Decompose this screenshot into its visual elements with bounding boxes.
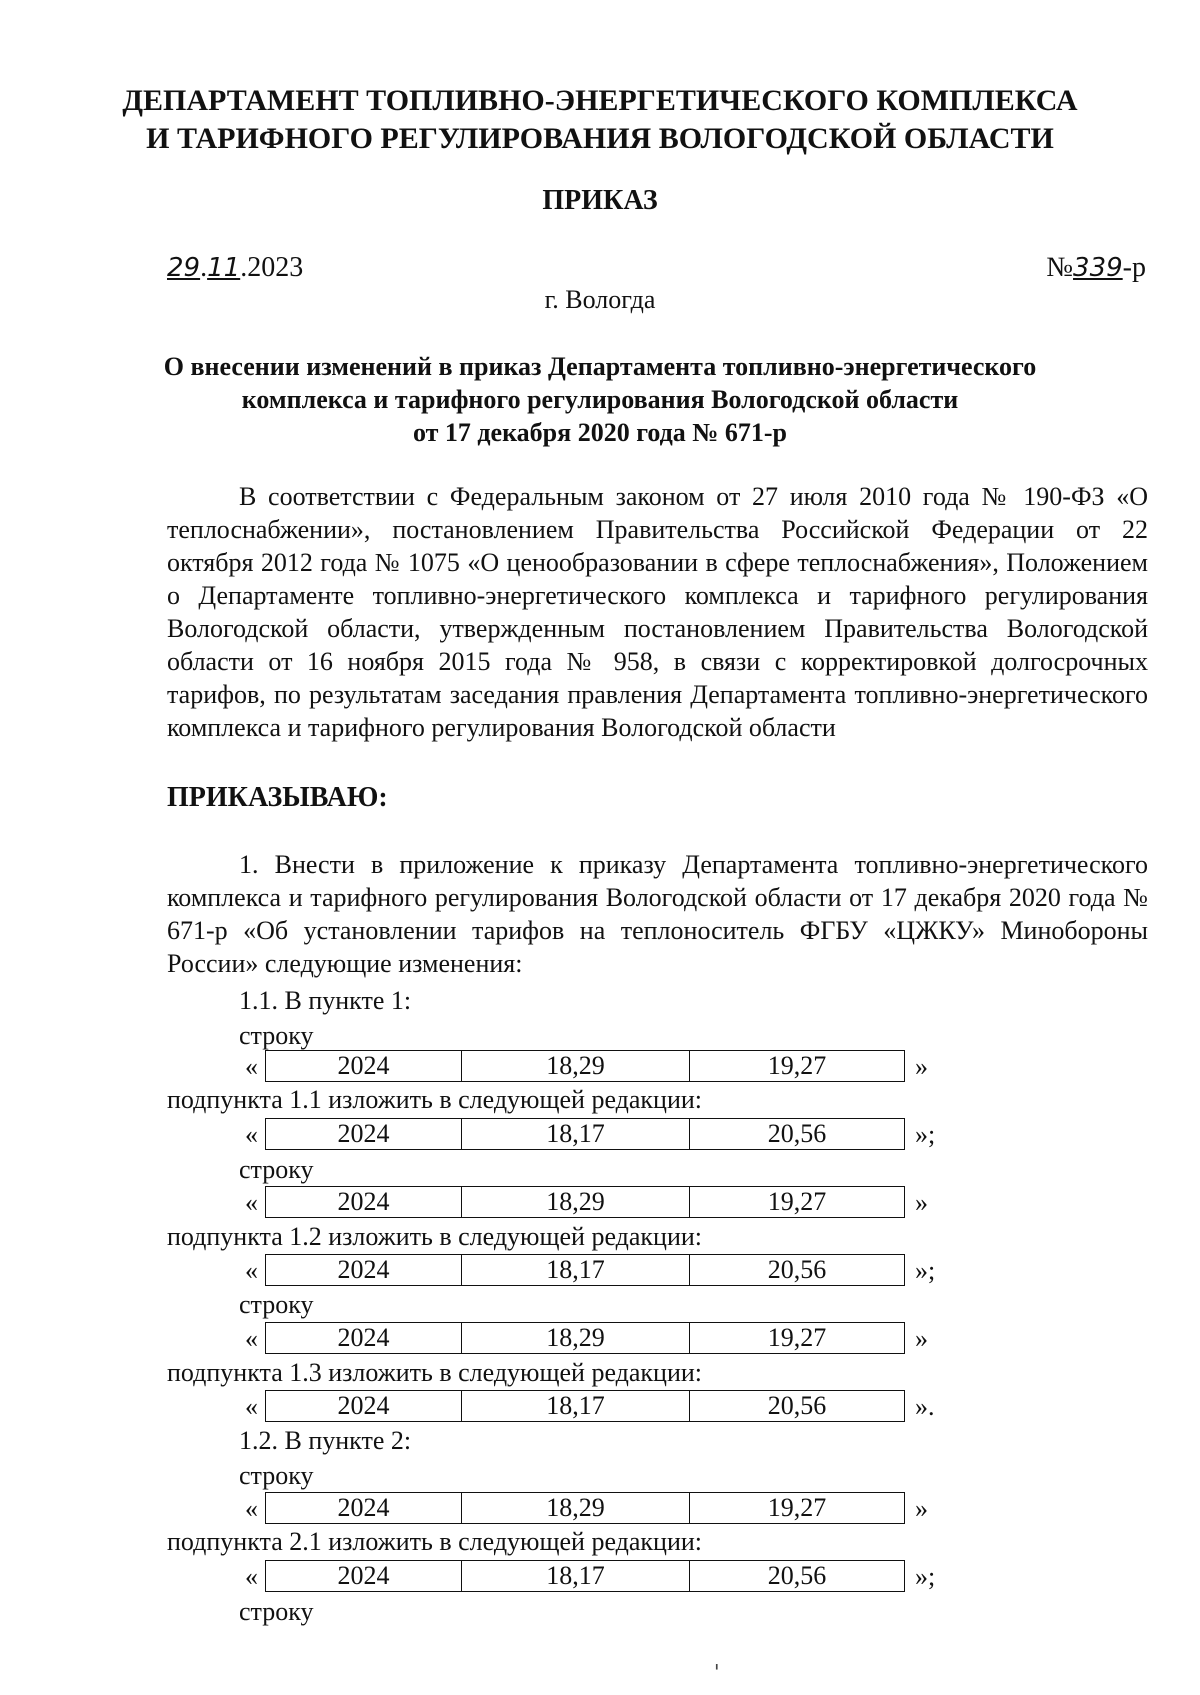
label-line: строку [239, 1290, 314, 1319]
label-sub-2-1: подпункта 2.1 изложить в следующей редакции: [167, 1527, 703, 1556]
table-row-new: 2024 18,17 20,56 [265, 1254, 905, 1286]
number-value: 339 [1073, 253, 1123, 283]
table-row-old: 2024 18,29 19,27 [265, 1186, 905, 1218]
department-heading [0, 82, 1200, 158]
table-row-old: 2024 18,29 19,27 [265, 1322, 905, 1354]
table-row-old: 2024 18,29 19,27 [265, 1050, 905, 1082]
city: г. Вологда [544, 285, 656, 314]
item-1-2: 1.2. В пункте 2: [239, 1426, 412, 1455]
department-line-2: И ТАРИФНОГО РЕГУЛИРОВАНИЯ ВОЛОГОДСКОЙ ОБЛАСТИ [146, 122, 1054, 155]
item-1-paragraph: 1. Внести в приложение к приказу Департамента топливно-энергетического комплекса и тарифного регулирования Вологодской области от 17 декабря 2020 года № 671-р «Об установлении тарифов на теплоноситель ФГБУ «ЦЖКУ» Минобороны России» следующие изменения: [167, 850, 1148, 978]
date-year: .2023 [240, 252, 304, 283]
table-row-new: 2024 18,17 20,56 [265, 1118, 905, 1150]
table-row-old: 2024 18,29 19,27 [265, 1492, 905, 1524]
label-line: строку [239, 1021, 314, 1050]
document-number: №339-р [1046, 252, 1146, 283]
label-sub-1-2: подпункта 1.2 изложить в следующей редакции: [167, 1222, 703, 1251]
item-1-1: 1.1. В пункте 1: [239, 986, 412, 1015]
label-sub-1-3: подпункта 1.3 изложить в следующей редакции: [167, 1358, 703, 1387]
stray-mark: ' [714, 1660, 720, 1684]
label-line: строку [239, 1461, 314, 1490]
date-month: 11 [207, 253, 241, 283]
label-line: строку [239, 1597, 314, 1626]
preamble-paragraph: В соответствии с Федеральным законом от 27 июля 2010 года № 190-ФЗ «О теплоснабжении», постановлением Правительства Российской Федерации от 22 октября 2012 года № 1075 «О ценообразовании в сфере теплоснабжения», Положением о Департаменте топливно-энергетического комплекса и тарифного регулирования Вологодской области, утвержденным постановлением Правительства Вологодской области от 16 ноября 2015 года № 958, в связи с корректировкой долгосрочных тарифов, по результатам заседания правления Департамента топливно-энергетического комплекса и тарифного регулирования Вологодской области [167, 482, 1148, 742]
document-subject: О внесении изменений в приказ Департамента топливно-энергетического комплекса и тарифного регулирования Вологодской области от 17 декабря 2020 года № 671-р [163, 352, 1037, 447]
document-date: 29.11.2023 [167, 252, 304, 283]
label-line: строку [239, 1155, 314, 1184]
document-type: ПРИКАЗ [542, 185, 658, 216]
order-word: ПРИКАЗЫВАЮ: [167, 782, 388, 813]
table-row-new: 2024 18,17 20,56 [265, 1560, 905, 1592]
document-page: ДЕПАРТАМЕНТ ТОПЛИВНО-ЭНЕРГЕТИЧЕСКОГО КОМПЛЕКСА И ТАРИФНОГО РЕГУЛИРОВАНИЯ ВОЛОГОДСКОЙ ОБЛАСТИ ПРИКАЗ 29.11.2023 №339-р г. Вологда О внесении изменений в приказ Департамента топливно-энергетического комплекса и тарифного регулирования Вологодской области от 17 декабря 2020 года № 671-р В соответствии с Федеральным законом от 27 июля 2010 года № 190-ФЗ «О теплоснабжении», постановлением Правительства Российской Федерации от 22 октября 2012 года № 1075 «О ценообразовании в сфере теплоснабжения», Положением о Департаменте топливно-энергетического комплекса и тарифного регулирования Вологодской области, утвержденным постановлением Правительства Вологодской области от 16 ноября 2015 года № 958, в связи с корректировкой долгосрочных тарифов, по результатам заседания правления Департамента топливно-энергетического комплекса и тарифного регулирования Вологодской области ПРИКАЗЫВАЮ: 1. Внести в приложение к приказу Департамента топливно-энергетического комплекса и тарифного регулирования Вологодской области от 17 декабря 2020 года № 671-р «Об установлении тарифов на теплоноситель ФГБУ «ЦЖКУ» Минобороны России» следующие изменения: 1.1. В пункте 1: строку « 2024 18,29 19,27 » подпункта 1.1 изложить в следующей редакции: « 2024 18,17 20,56 »; строку « 2024 18,29 19,27 » подпункта 1.2 изложить в следующей редакции: « 2024 18,17 20,56 »; строку « 2024 18,29 19,27 » подпункта 1.3 изложить в следующей редакции: « 2024 18,17 20,56 ». 1.2. В пункте 2: строку « 2024 18,29 19,27 » подпункта 2.1 изложить в следующей редакции: « 2024 18,17 20,56 »; строку ' [0, 0, 1200, 1695]
table-row-new: 2024 18,17 20,56 [265, 1390, 905, 1422]
department-line-1: ДЕПАРТАМЕНТ ТОПЛИВНО-ЭНЕРГЕТИЧЕСКОГО КОМПЛЕКСА [122, 84, 1078, 117]
date-day: 29 [167, 253, 201, 283]
label-sub-1-1: подпункта 1.1 изложить в следующей редакции: [167, 1085, 703, 1114]
